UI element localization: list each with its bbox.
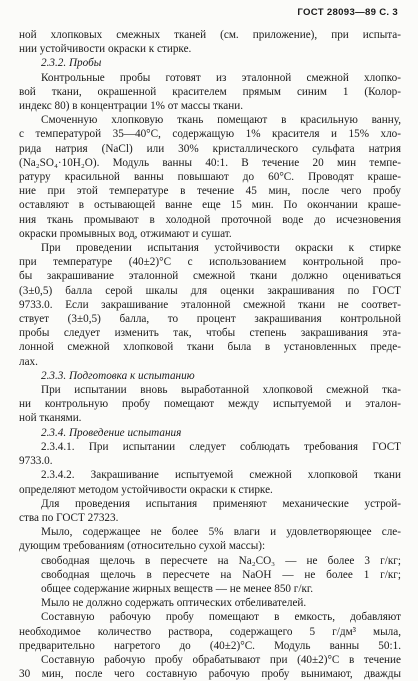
text-line: необходимое количество раствора, содержащего 5 г/дм³ мыла, xyxy=(19,625,401,638)
text-line: 30 мин, после чего составную рабочую пробу вынимают, дважды xyxy=(19,668,401,681)
text-line: определяют методом устойчивости окраски к стирке. xyxy=(19,483,273,496)
text-line: лах. xyxy=(19,355,38,368)
text-line: лонной смежной хлопковой ткани была в установленных преде- xyxy=(19,341,401,354)
text-line: (3±0,5) балла серой шкалы для оценки закрашивания по ГОСТ xyxy=(19,284,401,297)
text-line: 2.3.2. Пробы xyxy=(41,57,102,70)
text-line: свободная щелочь в пересчете на NaOH — не более 1 г/кг; xyxy=(41,568,401,581)
text-line: 2.3.3. Подготовка к испытанию xyxy=(41,369,195,382)
text-line: нии устойчивости окраски к стирке. xyxy=(19,43,192,56)
text-line: рида натрия (NaCl) или 30% кристаллического сульфата натрия xyxy=(19,142,401,155)
text-line: ни контрольную пробу помещают между испытуемой и эталон- xyxy=(19,398,401,411)
text-line: предварительно нагретого до (40±2)°С. Модуль ванны 50:1. xyxy=(19,639,401,652)
document-body xyxy=(19,28,401,681)
text-line: индекс 80) в концентрации 1% от массы ткани. xyxy=(19,100,244,113)
text-line: Составную рабочую пробу помещают в емкость, добавляют xyxy=(41,611,401,624)
text-line: Мыло, содержащее не более 5% влаги и удовлетворяющее сле- xyxy=(41,526,401,539)
text-line: ние при этой температуре в течение 45 мин, после чего пробу xyxy=(19,185,401,198)
text-line: ной тканями. xyxy=(19,412,82,425)
page-header: ГОСТ 28093—89 С. 3 xyxy=(297,7,398,18)
text-line: ратуру красильной ванны повышают до 60°С. Проводят краше- xyxy=(19,171,401,184)
text-line: бы закрашивание эталонной смежной ткани должно оцениваться xyxy=(19,270,401,283)
text-line: Составную рабочую пробу обрабатывают при (40±2)°С в течение xyxy=(41,653,401,666)
text-line: Мыло не должно содержать оптических отбеливателей. xyxy=(41,597,307,610)
text-line: 2.3.4.2. Закрашивание испытуемой смежной хлопковой ткани xyxy=(41,469,401,482)
text-line: ствует (3±0,5) балла, то процент закрашивания контрольной xyxy=(19,313,401,326)
text-line: ной хлопковых смежных тканей (см. приложение), при испыта- xyxy=(19,29,401,41)
text-line: Для проведения испытания применяют механические устрой- xyxy=(41,497,401,510)
text-line: свободная щелочь в пересчете на Na₂CO₃ — не более 3 г/кг; xyxy=(41,554,401,567)
text-line: при температуре (40±2)°С с использованием контрольной про- xyxy=(19,256,401,269)
text-line: При испытании вновь выработанной хлопковой смежной тка- xyxy=(41,384,401,397)
text-line: общее содержание жирных веществ — не менее 850 г/кг. xyxy=(41,582,314,595)
text-line: 2.3.4. Проведение испытания xyxy=(41,426,182,439)
text-line: с температурой 35—40°С, содержащую 1% красителя и 15% хло- xyxy=(19,128,401,141)
text-line: 9733.0. xyxy=(19,455,53,468)
text-line: Контрольные пробы готовят из эталонной смежной хлопко- xyxy=(41,71,401,84)
text-line: пробы следует изменить так, чтобы степень закрашивания эта- xyxy=(19,327,401,340)
text-line: При проведении испытания устойчивости окраски к стирке xyxy=(41,242,401,255)
text-line: дующим требованиям (относительно сухой массы): xyxy=(19,540,266,553)
text-line: (Na₂SO₄·10H₂O). Модуль ванны 40:1. В течение 20 мин темпе- xyxy=(19,156,401,169)
text-line: вой ткани, окрашенной красителем прямым синим 1 (Колор- xyxy=(19,85,401,98)
text-line: Смоченную хлопковую ткань помещают в красильную ванну, xyxy=(41,114,401,127)
text-line: оставляют в остывающей ванне еще 15 мин. По окончании краше- xyxy=(19,199,401,212)
text-line: окраски промывных вод, отжимают и сушат. xyxy=(19,227,232,240)
text-line: 9733.0. Если закрашивание эталонной смежной ткани не соответ- xyxy=(19,298,401,311)
text-line: ства по ГОСТ 27323. xyxy=(19,511,119,524)
text-line: 2.3.4.1. При испытании следует соблюдать требования ГОСТ xyxy=(41,440,401,453)
text-line: ния ткань промывают в холодной проточной воде до исчезновения xyxy=(19,213,401,226)
